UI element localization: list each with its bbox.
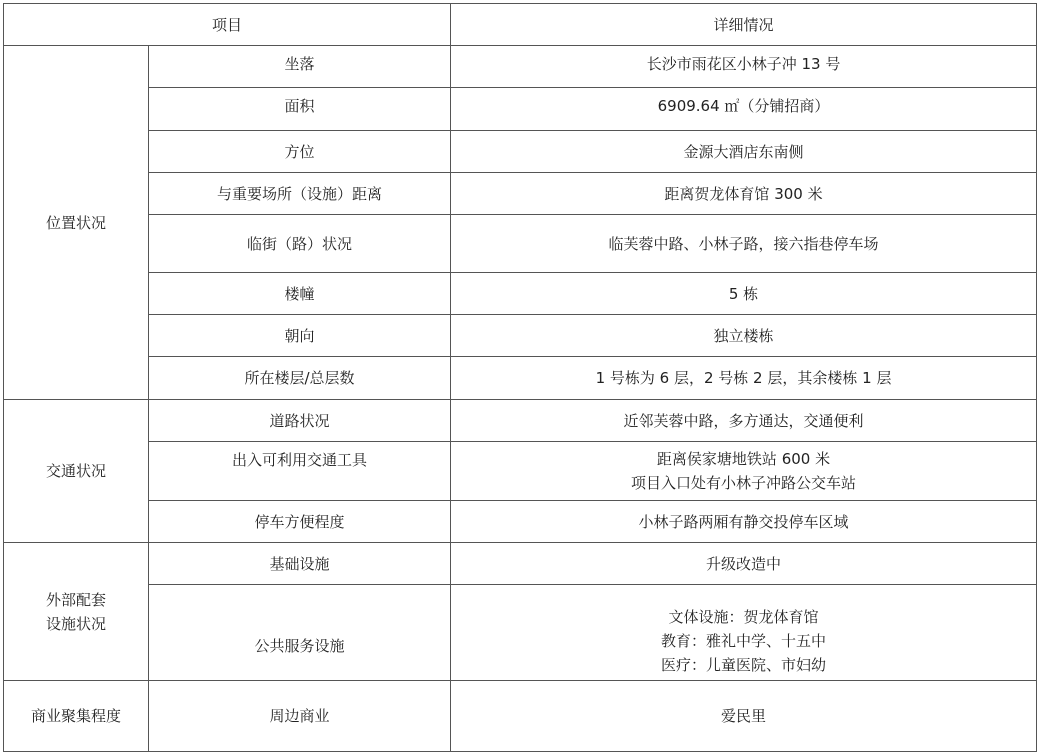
row-label: 面积 (149, 88, 451, 131)
row-label: 与重要场所（设施）距离 (149, 173, 451, 215)
row-label: 公共服务设施 (149, 585, 451, 681)
value-line: 项目入口处有小林子冲路公交车站 (631, 474, 857, 492)
row-label: 楼幢 (149, 273, 451, 315)
row-label: 出入可利用交通工具 (149, 442, 451, 501)
table-row (4, 357, 1037, 400)
table-row (4, 273, 1037, 315)
row-value: 近邻芙蓉中路，多方通达，交通便利 (451, 400, 1037, 442)
row-label: 临街（路）状况 (149, 215, 451, 273)
header-detail: 详细情况 (451, 4, 1037, 46)
row-label: 所在楼层/总层数 (149, 357, 451, 400)
row-value: 5 栋 (451, 273, 1037, 315)
table-row (4, 173, 1037, 215)
header-item: 项目 (4, 4, 451, 46)
row-value: 升级改造中 (451, 543, 1037, 585)
group-commerce: 商业聚集程度 (4, 681, 149, 752)
row-label: 周边商业 (149, 681, 451, 752)
row-value: 金源大酒店东南侧 (451, 131, 1037, 173)
row-value: 距离贺龙体育馆 300 米 (451, 173, 1037, 215)
value-line: 距离侯家塘地铁站 600 米 (656, 450, 831, 468)
row-label: 基础设施 (149, 543, 451, 585)
table-row (4, 131, 1037, 173)
row-value: 1 号栋为 6 层，2 号栋 2 层，其余楼栋 1 层 (451, 357, 1037, 400)
group-location: 位置状况 (4, 46, 149, 400)
group-facilities-line: 设施状况 (45, 614, 106, 633)
table-row (4, 88, 1037, 131)
table-row (4, 442, 1037, 501)
table-row (4, 681, 1037, 752)
row-value-multiline (451, 442, 1037, 501)
row-label: 停车方便程度 (149, 501, 451, 543)
row-value: 6909.64 ㎡（分铺招商） (451, 88, 1037, 131)
property-info-table (3, 3, 1037, 752)
value-line: 医疗：儿童医院、市妇幼 (661, 655, 827, 674)
table-row (4, 400, 1037, 442)
row-value: 临芙蓉中路、小林子路，接六指巷停车场 (451, 215, 1037, 273)
table-row (4, 543, 1037, 585)
row-label: 坐落 (149, 46, 451, 88)
row-value: 小林子路两厢有静交投停车区域 (451, 501, 1037, 543)
row-value: 独立楼栋 (451, 315, 1037, 357)
value-line: 教育：雅礼中学、十五中 (661, 631, 827, 650)
table-row (4, 215, 1037, 273)
group-facilities-line: 外部配套 (45, 590, 106, 609)
row-value-multiline (451, 585, 1037, 681)
table-row (4, 501, 1037, 543)
table-row (4, 585, 1037, 681)
row-value: 长沙市雨花区小林子冲 13 号 (451, 46, 1037, 88)
header-row (4, 4, 1037, 46)
row-label: 方位 (149, 131, 451, 173)
table-row (4, 46, 1037, 88)
row-value: 爱民里 (451, 681, 1037, 752)
row-label: 道路状况 (149, 400, 451, 442)
row-label: 朝向 (149, 315, 451, 357)
table-row (4, 315, 1037, 357)
value-line: 文体设施：贺龙体育馆 (668, 607, 819, 626)
group-facilities (4, 543, 149, 681)
group-traffic: 交通状况 (4, 400, 149, 543)
